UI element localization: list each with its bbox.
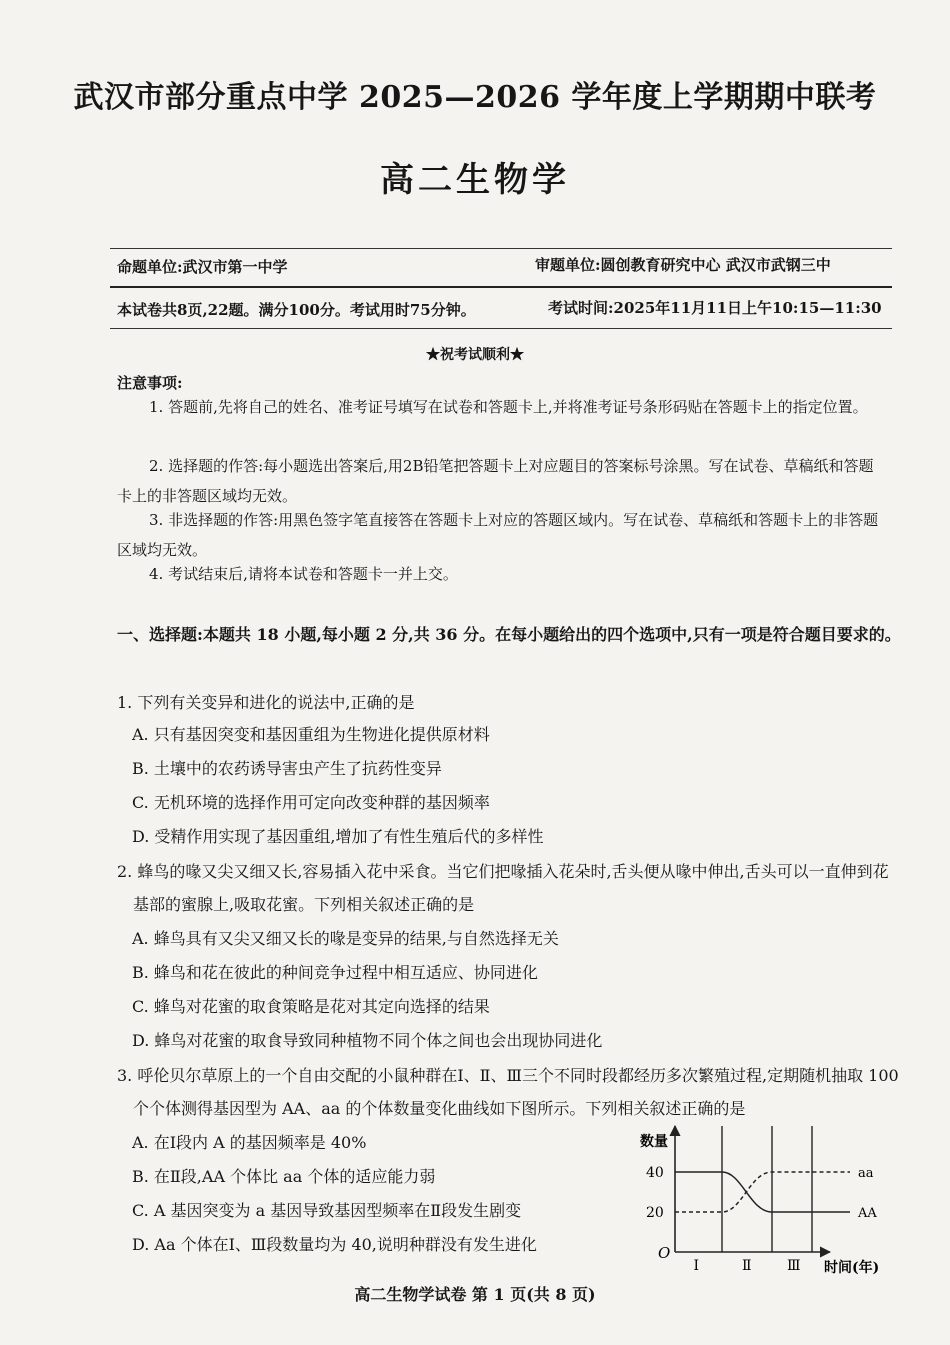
y-tick-label: 40: [646, 1165, 664, 1181]
section-heading: 一、选择题:本题共 18 小题,每小题 2 分,共 36 分。在每小题给出的四个选项中,只有一项是符合题目要求的。: [117, 625, 901, 644]
exam-title: 武汉市部分重点中学 2025—2026 学年度上学期期中联考: [73, 80, 877, 115]
genotype-count-chart: [630, 1118, 890, 1278]
info-divider: [110, 328, 892, 329]
question-stem: 1. 下列有关变异和进化的说法中,正确的是: [117, 693, 415, 712]
question-option: A. 蜂鸟具有又尖又细又长的喙是变异的结果,与自然选择无关: [132, 929, 559, 948]
header-divider-thick: [110, 286, 892, 288]
header-divider: [110, 248, 892, 249]
question-option: D. Aa 个体在Ⅰ、Ⅲ段数量均为 40,说明种群没有发生进化: [132, 1235, 537, 1254]
question-stem: 3. 呼伦贝尔草原上的一个自由交配的小鼠种群在Ⅰ、Ⅱ、Ⅲ三个不同时段都经历多次繁殖过程,定期随机抽取 100 个个体测得基因型为 AA、aa 的个体数量变化曲线如下图所示。下列相关叙述正确的是: [117, 1066, 899, 1118]
series-line-AA: [675, 1172, 850, 1212]
y-axis-label: 数量: [640, 1134, 668, 1150]
question-option: C. 蜂鸟对花蜜的取食策略是花对其定向选择的结果: [132, 997, 490, 1016]
x-period-label: Ⅰ: [693, 1258, 700, 1274]
note-item: 4. 考试结束后,请将本试卷和答题卡一并上交。: [149, 565, 458, 583]
x-axis-label: 时间(年): [824, 1260, 880, 1276]
question-option: B. 土壤中的农药诱导害虫产生了抗药性变异: [132, 759, 442, 778]
question-option: A. 在Ⅰ段内 A 的基因频率是 40%: [132, 1133, 367, 1152]
question-option: A. 只有基因突变和基因重组为生物进化提供原材料: [132, 725, 490, 744]
question-stem: 2. 蜂鸟的喙又尖又细又长,容易插入花中采食。当它们把喙插入花朵时,舌头便从喙中伸出,舌头可以一直伸到花基部的蜜腺上,吸取花蜜。下列相关叙述正确的是: [117, 862, 889, 914]
series-line-aa: [675, 1172, 850, 1212]
origin-label: O: [658, 1244, 671, 1262]
question-option: B. 在Ⅱ段,AA 个体比 aa 个体的适应能力弱: [132, 1167, 436, 1186]
reviewer-unit: 审题单位:圆创教育研究中心 武汉市武钢三中: [535, 256, 831, 274]
page-footer: 高二生物学试卷 第 1 页(共 8 页): [354, 1285, 596, 1304]
note-item: 3. 非选择题的作答:用黑色签字笔直接答在答题卡上对应的答题区域内。写在试卷、草稿纸和答题卡上的非答题区域均无效。: [117, 511, 879, 559]
note-item: 1. 答题前,先将自己的姓名、准考证号填写在试卷和答题卡上,并将准考证号条形码贴在答题卡上的指定位置。: [149, 398, 868, 416]
good-luck-banner: ★祝考试顺利★: [426, 347, 524, 363]
exam-info: 本试卷共8页,22题。满分100分。考试用时75分钟。: [117, 301, 476, 319]
setter-unit: 命题单位:武汉市第一中学: [117, 258, 288, 276]
question-option: C. 无机环境的选择作用可定向改变种群的基因频率: [132, 793, 490, 812]
y-tick-label: 20: [646, 1205, 664, 1221]
question-option: B. 蜂鸟和花在彼此的种间竞争过程中相互适应、协同进化: [132, 963, 538, 982]
exam-time: 考试时间:2025年11月11日上午10:15—11:30: [548, 299, 882, 317]
x-period-label: Ⅲ: [787, 1258, 801, 1274]
x-period-label: Ⅱ: [742, 1258, 752, 1274]
series-label-aa: aa: [858, 1166, 874, 1181]
note-item: 2. 选择题的作答:每小题选出答案后,用2B铅笔把答题卡上对应题目的答案标号涂黑。写在试卷、草稿纸和答题卡上的非答题区域均无效。: [117, 457, 874, 505]
question-option: D. 受精作用实现了基因重组,增加了有性生殖后代的多样性: [132, 827, 544, 846]
question-option: D. 蜂鸟对花蜜的取食导致同种植物不同个体之间也会出现协同进化: [132, 1031, 603, 1050]
series-label-AA: AA: [858, 1206, 877, 1221]
subject-title: 高二生物学: [380, 160, 570, 200]
question-option: C. A 基因突变为 a 基因导致基因型频率在Ⅱ段发生剧变: [132, 1201, 522, 1220]
notes-heading: 注意事项:: [117, 374, 183, 392]
